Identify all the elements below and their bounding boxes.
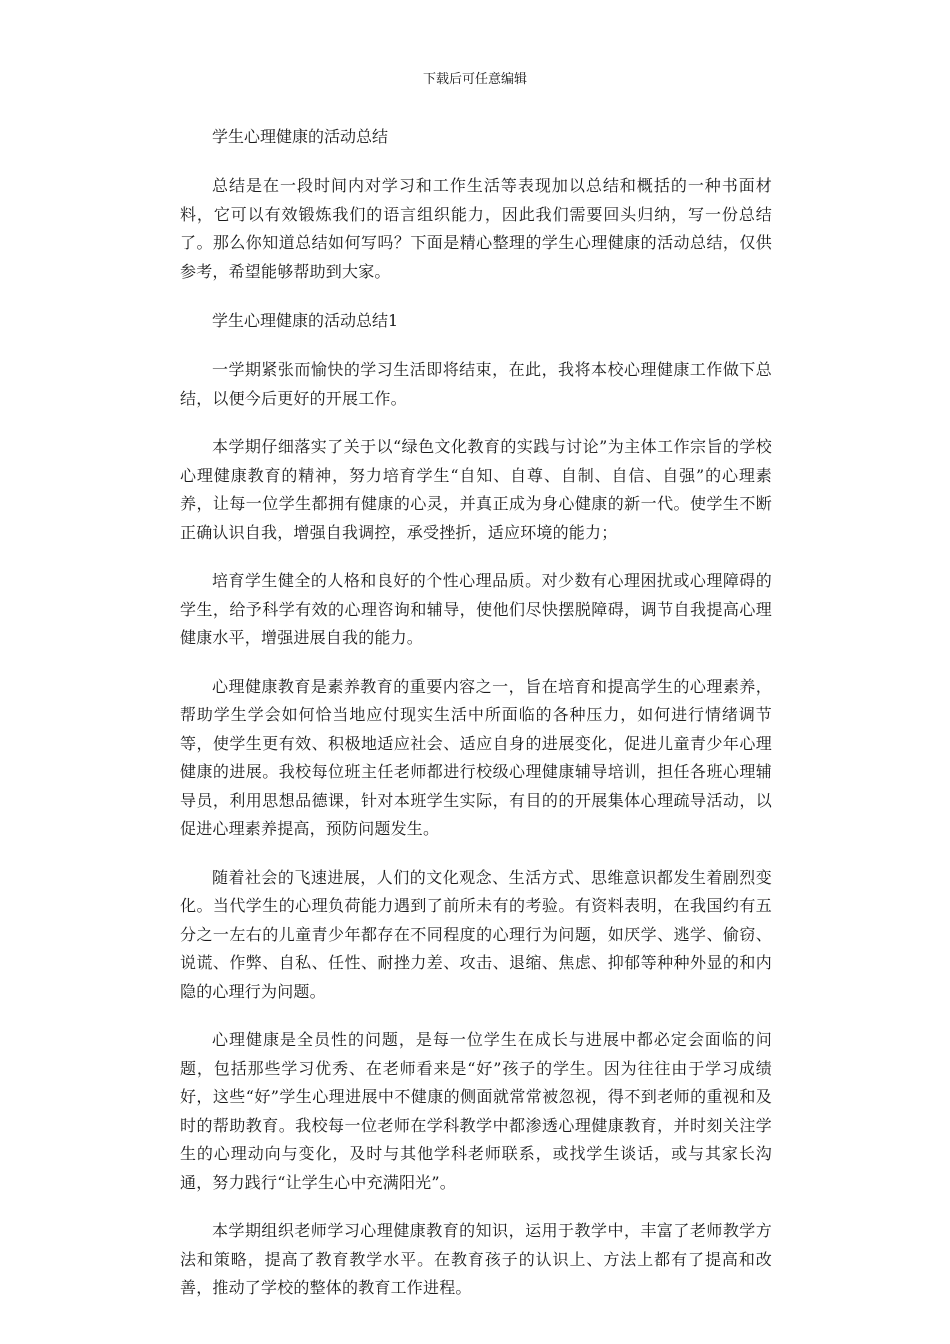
body-paragraph: 随着社会的飞速进展，人们的文化观念、生活方式、思维意识都发生着剧烈变化。当代学生的心理负荷能力遇到了前所未有的考验。有资料表明，在我国约有五分之一左右的儿童青少年都存在不同程度的心理行为问题，如厌学、逃学、偷窃、说谎、作弊、自私、任性、耐挫力差、攻击、退缩、焦虑、抑郁等种种外显的和内隐的心理行为问题。 [180,867,772,1001]
body-paragraph: 一学期紧张而愉快的学习生活即将结束，在此，我将本校心理健康工作做下总结，以便今后更好的开展工作。 [180,360,772,408]
body-paragraph: 心理健康教育是素养教育的重要内容之一，旨在培育和提高学生的心理素养，帮助学生学会如何恰当地应付现实生活中所面临的各种压力，如何进行情绪调节等，使学生更有效、积极地适应社会、适应自身的进展变化，促进儿童青少年心理健康的进展。我校每位班主任老师都进行校级心理健康辅导培训，担任各班心理辅导员，利用思想品德课，针对本班学生实际，有目的的开展集体心理疏导活动，以促进心理素养提高，预防问题发生。 [180,676,772,838]
section-title: 学生心理健康的活动总结1 [212,311,399,330]
body-paragraph: 本学期仔细落实了关于以“绿色文化教育的实践与讨论”为主体工作宗旨的学校心理健康教育的精神，努力培育学生“自知、自尊、自制、自信、自强”的心理素养，让每一位学生都拥有健康的心灵，并真正成为身心健康的新一代。使学生不断正确认识自我，增强自我调控，承受挫折，适应环境的能力； [180,437,772,542]
body-paragraph: 本学期组织老师学习心理健康教育的知识，运用于教学中，丰富了老师教学方法和策略，提高了教育教学水平。在教育孩子的认识上、方法上都有了提高和改善，推动了学校的整体的教育工作进程。 [180,1221,772,1297]
body-paragraph: 心理健康是全员性的问题，是每一位学生在成长与进展中都必定会面临的问题，包括那些学习优秀、在老师看来是“好”孩子的学生。因为往往由于学习成绩好，这些“好”学生心理进展中不健康的侧面就常常被忽视，得不到老师的重视和及时的帮助教育。我校每一位老师在学科教学中都渗透心理健康教育，并时刻关注学生的心理动向与变化，及时与其他学科老师联系，或找学生谈话，或与其家长沟通，努力践行“让学生心中充满阳光”。 [180,1030,772,1192]
intro-paragraph: 总结是在一段时间内对学习和工作生活等表现加以总结和概括的一种书面材料，它可以有效锻炼我们的语言组织能力，因此我们需要回头归纳，写一份总结了。那么你知道总结如何写吗？下面是精心整理的学生心理健康的活动总结，仅供参考，希望能够帮助到大家。 [180,176,772,281]
download-note: 下载后可任意编辑 [422,72,527,87]
body-paragraph: 培育学生健全的人格和良好的个性心理品质。对少数有心理困扰或心理障碍的学生，给予科学有效的心理咨询和辅导，使他们尽快摆脱障碍，调节自我提高心理健康水平，增强进展自我的能力。 [180,571,772,647]
document-title: 学生心理健康的活动总结 [212,127,389,146]
document-body [180,122,772,1323]
